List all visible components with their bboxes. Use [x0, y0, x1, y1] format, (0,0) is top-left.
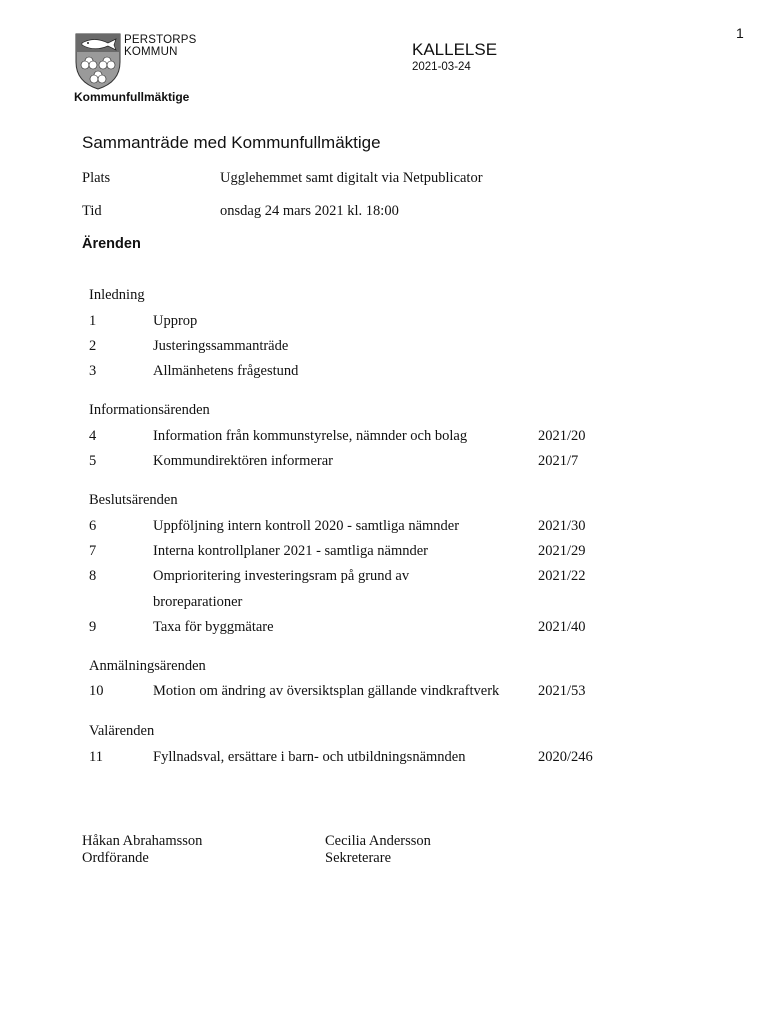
signature-name-chair: Håkan Abrahamsson [82, 833, 203, 849]
item-title: Taxa för byggmätare [153, 619, 274, 635]
item-reference: 2021/53 [538, 683, 586, 699]
item-reference: 2021/29 [538, 543, 586, 559]
item-reference: 2021/20 [538, 428, 586, 444]
section-heading-inledning: Inledning [89, 287, 145, 303]
item-reference: 2020/246 [538, 749, 593, 765]
section-heading-anmalningsarenden: Anmälningsärenden [89, 658, 206, 674]
item-title: Upprop [153, 313, 198, 329]
item-title: Omprioritering investeringsram på grund av [153, 568, 410, 584]
item-reference: 2021/30 [538, 518, 586, 534]
meta-value-tid: onsdag 24 mars 2021 kl. 18:00 [220, 203, 399, 219]
municipality-logo [74, 32, 198, 92]
logo-line-2: KOMMUN [124, 46, 178, 58]
section-heading-beslutsarenden: Beslutsärenden [89, 492, 178, 508]
item-title: Allmänhetens frågestund [153, 363, 299, 379]
item-number: 11 [89, 749, 103, 765]
meta-value-plats: Ugglehemmet samt digitalt via Netpublicator [220, 170, 483, 186]
section-heading-informationsarenden: Informationsärenden [89, 402, 210, 418]
meta-label-plats: Plats [82, 170, 111, 186]
item-number: 7 [89, 543, 97, 559]
item-title: Information från kommunstyrelse, nämnder och bolag [153, 428, 468, 444]
item-title: Uppföljning intern kontroll 2020 - samtliga nämnder [153, 518, 460, 534]
org-name: Kommunfullmäktige [74, 90, 190, 104]
item-number: 6 [89, 518, 97, 534]
item-number: 2 [89, 338, 97, 354]
logo-wordmark [124, 34, 197, 58]
section-heading-valarenden: Valärenden [89, 723, 155, 739]
document-type: KALLELSE [412, 40, 498, 59]
item-title: Kommundirektören informerar [153, 453, 333, 469]
item-number: 5 [89, 453, 97, 469]
item-title: Justeringssammanträde [153, 338, 289, 354]
signature-name-secretary: Cecilia Andersson [325, 833, 431, 849]
item-number: 10 [89, 683, 104, 699]
meeting-title: Sammanträde med Kommunfullmäktige [82, 133, 381, 152]
page-number: 1 [736, 25, 744, 41]
item-title: Interna kontrollplaner 2021 - samtliga nämnder [153, 543, 429, 559]
item-number: 4 [89, 428, 97, 444]
item-title: Motion om ändring av översiktsplan gällande vindkraftverk [153, 683, 500, 699]
item-reference: 2021/7 [538, 453, 579, 469]
item-number: 3 [89, 363, 97, 379]
agenda-heading: Ärenden [82, 236, 141, 252]
meta-label-tid: Tid [82, 203, 102, 219]
item-number: 9 [89, 619, 97, 635]
coat-of-arms-icon [74, 32, 122, 90]
item-title-continuation: broreparationer [153, 594, 243, 610]
item-number: 1 [89, 313, 97, 329]
logo-line-1: PERSTORPS [124, 34, 197, 46]
item-reference: 2021/22 [538, 568, 586, 584]
signature-role-secretary: Sekreterare [325, 850, 392, 866]
item-number: 8 [89, 568, 97, 584]
signature-role-chair: Ordförande [82, 850, 149, 866]
item-title: Fyllnadsval, ersättare i barn- och utbildningsnämnden [153, 749, 466, 765]
item-reference: 2021/40 [538, 619, 586, 635]
document-date: 2021-03-24 [412, 61, 471, 73]
